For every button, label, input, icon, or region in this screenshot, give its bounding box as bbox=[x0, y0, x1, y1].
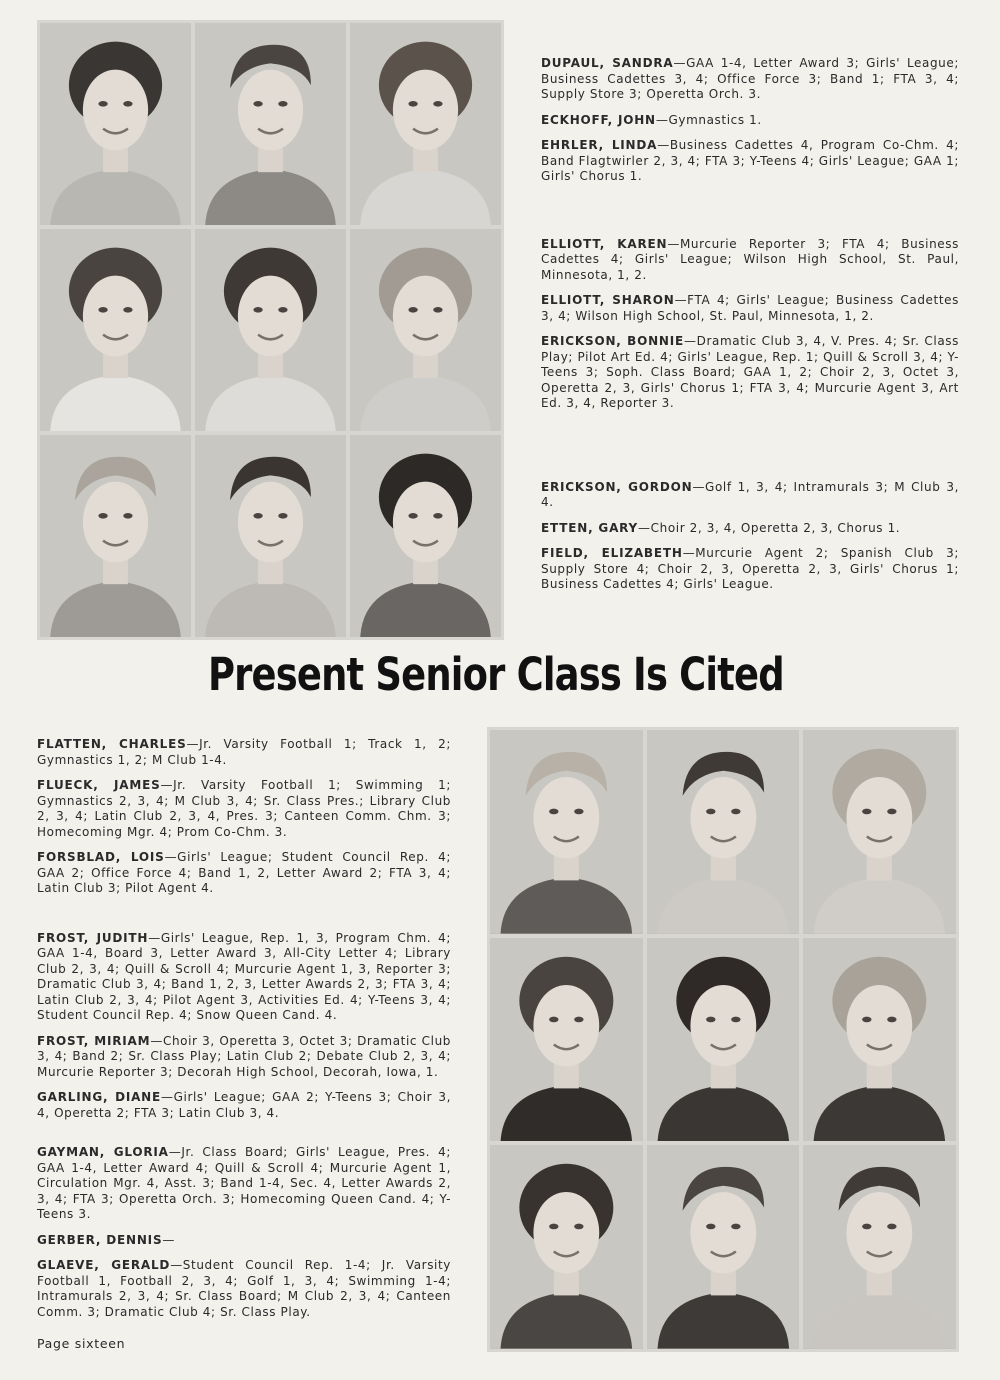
student-portrait bbox=[803, 938, 956, 1142]
student-portrait bbox=[195, 229, 346, 431]
senior-name: FORSBLAD, LOIS bbox=[37, 850, 165, 864]
senior-name: EHRLER, LINDA bbox=[541, 138, 658, 152]
student-portrait bbox=[350, 435, 501, 637]
senior-entry bbox=[541, 138, 959, 185]
senior-name: ECKHOFF, JOHN bbox=[541, 112, 656, 127]
senior-entry bbox=[541, 546, 959, 593]
senior-activities: —GAA 1-4, Letter Award 3; Girls' League; Business Cadettes 3, 4; Office Force 3; Band 1; FTA 3, 4; Supply Store 3; Operetta Orch. 3. bbox=[541, 56, 959, 101]
student-portrait bbox=[350, 23, 501, 225]
senior-activities: —Jr. Varsity Football 1; Track 1, 2; Gymnastics 1, 2; M Club 1-4. bbox=[37, 737, 451, 767]
senior-activities: —Gymnastics 1. bbox=[655, 112, 762, 127]
senior-entry bbox=[37, 850, 451, 897]
senior-entry bbox=[37, 1090, 451, 1121]
senior-name: DUPAUL, SANDRA bbox=[541, 56, 674, 70]
student-portrait bbox=[40, 23, 191, 225]
senior-entry bbox=[37, 1258, 451, 1320]
entry-group-top-c bbox=[541, 480, 959, 593]
senior-activities: —Murcurie Agent 2; Spanish Club 3; Supply Store 4; Choir 2, 3, Operetta 2, 3, Girls' Chorus 1; Business Cadettes 4; Girls' League. bbox=[541, 546, 959, 591]
senior-activities: —Girls' League; Student Council Rep. 4; GAA 2; Office Force 4; Band 1, 2, Letter Award 2; FTA 3, 4; Latin Club 3; Pilot Agent 4. bbox=[37, 850, 451, 895]
student-portrait bbox=[647, 1145, 800, 1349]
page-headline: Present Senior Class Is Cited bbox=[207, 648, 784, 701]
student-portrait bbox=[647, 730, 800, 934]
senior-entry bbox=[37, 1034, 451, 1081]
senior-name: GLAEVE, GERALD bbox=[37, 1258, 171, 1272]
senior-name: FROST, JUDITH bbox=[37, 930, 149, 945]
senior-entries-bottom bbox=[37, 737, 451, 1330]
portrait-grid-bottom bbox=[487, 727, 959, 1352]
senior-name: FLUECK, JAMES bbox=[37, 778, 161, 792]
senior-name: FROST, MIRIAM bbox=[37, 1033, 151, 1048]
senior-activities: —Business Cadettes 4, Program Co-Chm. 4; Band Flagtwirler 2, 3, 4; FTA 3; Y-Teens 4; Girls' League; GAA 1; Girls' Chorus 1. bbox=[541, 138, 959, 183]
senior-entry bbox=[541, 334, 959, 412]
student-portrait bbox=[195, 435, 346, 637]
student-portrait bbox=[490, 730, 643, 934]
student-portrait bbox=[647, 938, 800, 1142]
senior-entry bbox=[541, 521, 959, 537]
senior-entry bbox=[37, 931, 451, 1024]
senior-activities: —Jr. Class Board; Girls' League, Pres. 4; GAA 1-4, Letter Award 4; Quill & Scroll 4; Murcurie Agent 1, Circulation Mgr. 4, Asst. 3; Band 1-4, Sec. 4, Letter Awards 2, 3, 4; FTA 3; Operetta Orch. 3; Homecoming Queen Cand. 4; Y-Teens 3. bbox=[37, 1145, 451, 1221]
senior-name: GARLING, DIANE bbox=[37, 1090, 162, 1104]
senior-entry bbox=[37, 1233, 451, 1249]
student-portrait bbox=[40, 435, 191, 637]
senior-entries-top bbox=[541, 56, 959, 603]
senior-name: FLATTEN, CHARLES bbox=[37, 737, 187, 751]
entry-group-top-a bbox=[541, 56, 959, 185]
student-portrait bbox=[803, 1145, 956, 1349]
senior-name: FIELD, ELIZABETH bbox=[541, 546, 683, 560]
senior-activities: —Dramatic Club 3, 4, V. Pres. 4; Sr. Class Play; Pilot Art Ed. 4; Girls' League, Rep. 1; Quill & Scroll 3, 4; Y-Teens 3; Soph. Class Board; GAA 1, 2; Choir 2, 3, Octet 3, Operetta 2, 3, Girls' Chorus 1; FTA 3, 4; Murcurie Agent 3, Art Ed. 3, 4, Reporter 3. bbox=[541, 334, 960, 410]
senior-entry bbox=[541, 56, 959, 103]
senior-activities: —Student Council Rep. 1-4; Jr. Varsity Football 1, Football 2, 3, 4; Golf 1, 3, 4; Swimming 1-4; Intramurals 2, 3, 4; Sr. Class Board; M Club 2, 3, 4; Canteen Comm. 3; Dramatic Club 4; Sr. Class Play. bbox=[37, 1258, 451, 1319]
senior-activities: —Choir 2, 3, 4, Operetta 2, 3, Chorus 1. bbox=[638, 520, 901, 535]
senior-entry bbox=[541, 237, 959, 284]
senior-name: ETTEN, GARY bbox=[541, 520, 639, 535]
senior-entry bbox=[37, 778, 451, 840]
portrait-grid-top bbox=[37, 20, 504, 640]
senior-name: ERICKSON, GORDON bbox=[541, 479, 693, 494]
senior-entry bbox=[541, 293, 959, 324]
senior-activities: —Girls' League; GAA 2; Y-Teens 3; Choir 3, 4, Operetta 2; FTA 3; Latin Club 3, 4. bbox=[37, 1090, 451, 1120]
page-number: Page sixteen bbox=[37, 1336, 126, 1351]
entry-group-bottom-c bbox=[37, 1145, 451, 1320]
senior-activities: —Choir 3, Operetta 3, Octet 3; Dramatic Club 3, 4; Band 2; Sr. Class Play; Latin Club 2; Debate Club 2, 3, 4; Murcurie Reporter 3; Decorah High School, Decorah, Iowa, 1. bbox=[37, 1033, 451, 1079]
entry-group-top-b bbox=[541, 237, 959, 412]
senior-name: ERICKSON, BONNIE bbox=[541, 334, 685, 348]
senior-activities: —Murcurie Reporter 3; FTA 4; Business Cadettes 4; Girls' League; Wilson High School, St. Paul, Minnesota, 1, 2. bbox=[541, 236, 959, 282]
senior-entry bbox=[37, 1145, 451, 1223]
senior-activities: —Golf 1, 3, 4; Intramurals 3; M Club 3, 4. bbox=[541, 479, 959, 509]
student-portrait bbox=[490, 938, 643, 1142]
senior-name: GAYMAN, GLORIA bbox=[37, 1145, 169, 1159]
entry-group-bottom-a bbox=[37, 737, 451, 897]
entry-group-bottom-b bbox=[37, 931, 451, 1122]
senior-name: ELLIOTT, KAREN bbox=[541, 236, 668, 251]
senior-entry bbox=[541, 113, 959, 129]
senior-activities: — bbox=[162, 1232, 175, 1247]
senior-entry bbox=[541, 480, 959, 511]
student-portrait bbox=[350, 229, 501, 431]
student-portrait bbox=[195, 23, 346, 225]
senior-entry bbox=[37, 737, 451, 768]
senior-name: GERBER, DENNIS bbox=[37, 1232, 163, 1247]
student-portrait bbox=[40, 229, 191, 431]
senior-activities: —FTA 4; Girls' League; Business Cadettes 3, 4; Wilson High School, St. Paul, Minnesota, 1, 2. bbox=[541, 293, 959, 323]
student-portrait bbox=[803, 730, 956, 934]
senior-activities: —Jr. Varsity Football 1; Swimming 1; Gymnastics 2, 3, 4; M Club 3, 4; Sr. Class Pres.; Library Club 2, 3, 4; Latin Club 2, 3, 4, Pres. 3; Canteen Comm. Chm. 3; Homecoming Mgr. 4; Prom Co-Chm. 3. bbox=[37, 778, 451, 839]
student-portrait bbox=[490, 1145, 643, 1349]
senior-name: ELLIOTT, SHARON bbox=[541, 293, 675, 307]
senior-activities: —Girls' League, Rep. 1, 3, Program Chm. 4; GAA 1-4, Board 3, Letter Award 3, All-City Letter 4; Library Club 2, 3, 4; Quill & Scroll 4; Murcurie Agent 1, 3, Reporter 3; Dramatic Club 3, 4; Band 1, 2, 3, Letter Awards 2, 3; FTA 3, 4; Latin Club 2, 3, 4; Pilot Agent 3, Activities Ed. 4; Y-Teens 3, 4; Student Council Rep. 4; Snow Queen Cand. 4. bbox=[37, 930, 451, 1022]
